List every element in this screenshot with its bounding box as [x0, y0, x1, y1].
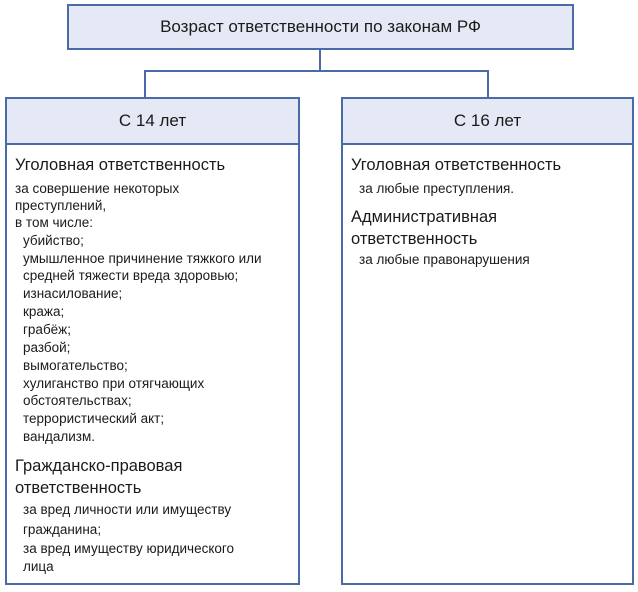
civil-heading-line: Гражданско-правовая: [15, 457, 183, 475]
diagram-title-text: Возраст ответственности по законам РФ: [160, 17, 481, 36]
crime-item: изнасилование;: [23, 286, 123, 301]
civil-item: за вред личности или имуществу: [23, 502, 232, 517]
crime-item: средней тяжести вреда здоровью;: [23, 268, 239, 283]
crime-item: разбой;: [23, 340, 71, 355]
connector-left: [144, 70, 146, 97]
crime-item: умышленное причинение тяжкого или: [23, 251, 262, 266]
crime-item: убийство;: [23, 233, 84, 248]
crime-item: вымогательство;: [23, 358, 128, 373]
header-16-text: С 16 лет: [453, 111, 522, 130]
civil-heading-line: ответственность: [15, 479, 142, 497]
criminal-heading-16: Уголовная ответственность: [351, 156, 562, 174]
admin-heading-line: ответственность: [351, 230, 478, 248]
connector-right: [487, 70, 489, 97]
connector-trunk: [319, 50, 321, 72]
diagram-title: [67, 4, 574, 50]
crime-item: террористический акт;: [23, 411, 165, 426]
crime-item: вандализм.: [23, 429, 96, 444]
header-14: [5, 97, 300, 145]
crime-item: грабёж;: [23, 322, 71, 337]
connector-horizontal: [144, 70, 489, 72]
header-16: [341, 97, 634, 145]
admin-text-16: за любые правонарушения: [359, 252, 530, 267]
civil-item: гражданина;: [23, 522, 102, 537]
column-16: [341, 145, 634, 585]
civil-item: лица: [23, 559, 54, 574]
admin-heading-line: Административная: [351, 208, 498, 226]
civil-item: за вред имуществу юридического: [23, 541, 235, 556]
criminal-intro-line: преступлений,: [15, 198, 107, 213]
header-14-text: С 14 лет: [118, 111, 187, 130]
crime-item: хулиганство при отягчающих: [23, 376, 205, 391]
criminal-intro-line: в том числе:: [15, 215, 93, 230]
crime-item: обстоятельствах;: [23, 393, 132, 408]
crime-item: кража;: [23, 304, 65, 319]
criminal-intro-line: за совершение некоторых: [15, 181, 180, 196]
criminal-text-16: за любые преступления.: [359, 181, 515, 196]
column-14: [5, 145, 300, 585]
criminal-heading-14: Уголовная ответственность: [15, 156, 226, 174]
